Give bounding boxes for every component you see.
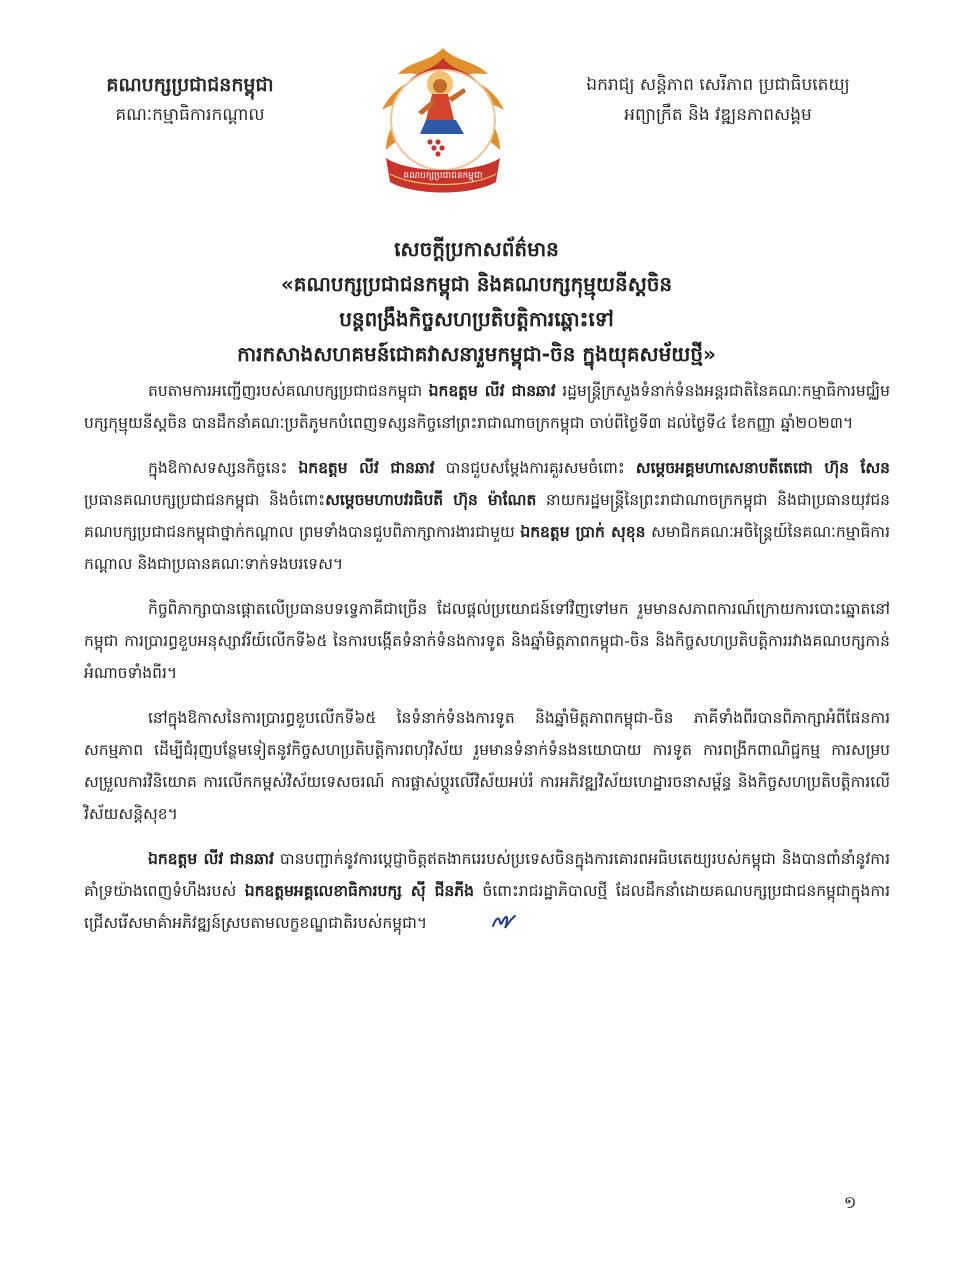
paragraph-2 — [84, 452, 890, 580]
title-line-2: «គណបក្សប្រជាជនកម្ពុជា និងគណបក្សកុម្មុយនីស្តចិន — [280, 272, 673, 296]
press-release-title — [60, 232, 893, 372]
paragraph-1 — [84, 375, 890, 439]
motto-line-2: អព្យាក្រឹត និង វឌ្ឍនភាពសង្គម — [624, 105, 812, 125]
p5-text-b: បានបញ្ជាក់នូវការប្តេជ្ញាចិត្តឥតងាករេរបស់ប្រទេសចិនក្នុងការគោរពអធិបតេយ្យរបស់កម្ពុជា និងបានពាំនាំនូវការគាំទ្រយ៉ាងពេញទំហឹងរបស់ — [84, 850, 890, 900]
press-release-body — [84, 375, 890, 952]
title-line-4: ការកសាងសហគមន៍ជោគវាសនារួមកម្ពុជា-ចិន ក្នុងយុគសម័យថ្មី» — [237, 342, 716, 366]
motto-line-1: ឯករាជ្យ សន្តិភាព សេរីភាព ប្រជាធិបតេយ្យ — [586, 75, 850, 95]
p2-text-g: នាយករដ្ឋមន្ត្រីនៃព្រះរាជាណាចក្រកម្ពុជា និងជាប្រធានយុវជនគណបក្សប្រជាជនកម្ពុជាថ្នាក់កណ្តាល ព្រមទាំងបានជួបពិភាក្សាការងារជាមួយ — [84, 491, 890, 541]
p1-text-c: រដ្ឋមន្ត្រីក្រសួងទំនាក់ទំនងអន្តរជាតិនៃគណៈកម្មាធិការមជ្ឈិមបក្សកុម្មុយនីស្តចិន បានដឹកនាំគណៈប្រតិភូមកបំពេញទស្សនកិច្ចនៅព្រះរាជាណាចក្រកម្ពុជា ចាប់ពីថ្ងៃទី៣ ដល់ថ្ងៃទី៤ ខែកញ្ញា ឆ្នាំ២០២៣។ — [84, 382, 890, 432]
p2-text-c: បានជួបសម្តែងការគួរសមចំពោះ — [434, 459, 636, 477]
p5-name-1: ឯកឧត្តម លីវ ជានឆាវ — [148, 850, 274, 868]
logo-text: គណបក្សប្រជាជនកម្ពុជា — [403, 171, 483, 181]
p5-name-2: ឯកឧត្តមអគ្គលេខាធិការបក្ស ស៊ី ជីនភីង — [244, 882, 474, 900]
p2-text-i: សមាជិកគណៈអចិន្ត្រៃយ៍នៃគណៈកម្មាធិការកណ្តាល និងជាប្រធានគណៈទាក់ទងបរទេស។ — [84, 523, 890, 573]
party-header — [60, 70, 320, 130]
committee-name: គណៈកម្មាធិការកណ្តាល — [115, 105, 265, 125]
page-number: ១ — [843, 1193, 857, 1213]
title-line-3: បន្តពង្រឹងកិច្ចសហប្រតិបត្តិការឆ្ពោះទៅ — [339, 307, 614, 331]
title-line-1: សេចក្តីប្រកាសព័ត៌មាន — [394, 237, 559, 261]
p2-text-a: ក្នុងឱកាសទស្សនកិច្ចនេះ — [148, 459, 299, 477]
p2-name-1: ឯកឧត្តម លីវ ជានឆាវ — [298, 459, 435, 477]
national-motto — [548, 70, 888, 130]
paragraph-4: នៅក្នុងឱកាសនៃការប្រារព្ធខួបលើកទី៦៥ នៃទំនាក់ទំនងការទូត និងឆ្នាំមិត្តភាពកម្ពុជា-ចិន ភាគីទាំងពីរបានពិភាក្សាអំពីផែនការសកម្មភាព ដើម្បីជំរុញបន្ថែមទៀតនូវកិច្ចសហប្រតិបត្តិការពហុវិស័យ រួមមានទំនាក់ទំនងនយោបាយ ការទូត ការពង្រីកពាណិជ្ជកម្ម ការសម្របសម្រួលការវិនិយោគ ការលើកកម្ពស់វិស័យទេសចរណ៍ ការផ្លាស់ប្តូរលើវិស័យអប់រំ ការអភិវឌ្ឍវិស័យហេដ្ឋារចនាសម្ព័ន្ធ និងកិច្ចសហប្រតិបត្តិការលើវិស័យសន្តិសុខ។ — [84, 709, 890, 823]
party-name: គណបក្សប្រជាជនកម្ពុជា — [106, 74, 274, 96]
party-logo-icon — [360, 42, 526, 204]
p1-name-bold: ឯកឧត្តម លីវ ជានឆាវ — [428, 382, 556, 400]
p5-text-d: ចំពោះរាជរដ្ឋាភិបាលថ្មី ដែលដឹកនាំដោយគណបក្សប្រជាជនកម្ពុជាក្នុងការជ្រើសរើសមាគ៌ាអភិវឌ្ឍន៍ស្របតាមលក្ខខណ្ឌជាតិរបស់កម្ពុជា។ — [84, 882, 890, 932]
paragraph-5 — [84, 843, 890, 939]
p2-name-4: ឯកឧត្តម ប្រាក់ សុខុន — [520, 523, 646, 541]
p2-name-2: សម្តេចអគ្គមហាសេនាបតីតេជោ ហ៊ុន សែន — [635, 459, 890, 477]
paragraph-3: កិច្ចពិភាក្សាបានផ្តោតលើប្រធានបទទ្វេភាគីជាច្រើន ដែលផ្តល់ប្រយោជន៍ទៅវិញទៅមក រួមមានសភាពការណ៍ក្រោយការបោះឆ្នោតនៅកម្ពុជា ការប្រារព្ធខួបអនុស្សាវរីយ៍លើកទី៦៥ នៃការបង្កើតទំនាក់ទំនងការទូត និងឆ្នាំមិត្តភាពកម្ពុជា-ចិន និងកិច្ចសហប្រតិបត្តិការរវាងគណបក្សកាន់អំណាចទាំងពីរ។ — [84, 600, 890, 682]
p2-name-3: សម្តេចមហាបវរធិបតី ហ៊ុន ម៉ាណែត — [325, 491, 537, 509]
initials-mark-icon — [427, 911, 453, 931]
p1-text-a: តបតាមការអញ្ជើញរបស់គណបក្សប្រជាជនកម្ពុជា — [148, 382, 429, 400]
p2-text-e: ប្រធានគណបក្សប្រជាជនកម្ពុជា និងចំពោះ — [84, 491, 326, 509]
